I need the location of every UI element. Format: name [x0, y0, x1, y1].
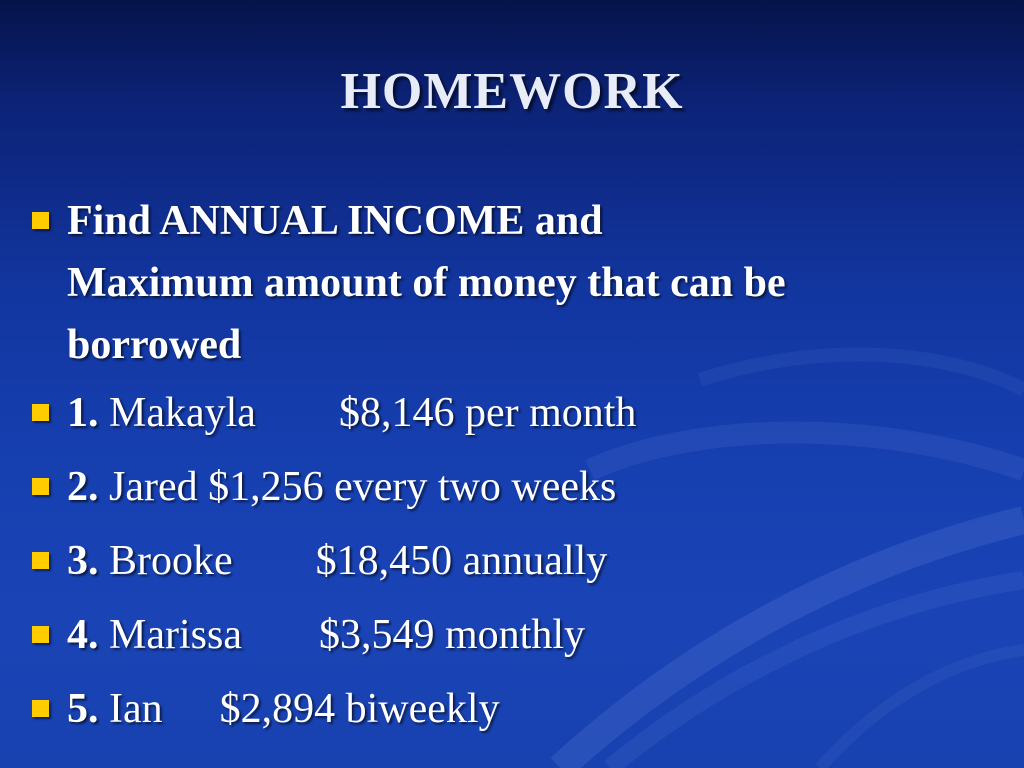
bullet-square-icon: [32, 212, 49, 229]
bullet-square-icon: [32, 552, 49, 569]
intro-line-3: borrowed: [67, 322, 242, 368]
bullet-square-icon: [32, 700, 49, 717]
item-number: 5.: [67, 686, 99, 732]
list-item-4: [30, 604, 990, 678]
list-item-2: [30, 456, 990, 530]
bullet-square-icon: [32, 404, 49, 421]
bullet-list: [30, 190, 990, 752]
item-name: Brooke: [109, 538, 233, 584]
item-amount: $8,146 per month: [338, 390, 637, 436]
list-item-5: [30, 678, 990, 752]
item-name: Marissa: [109, 612, 242, 658]
intro-line-1: Find ANNUAL INCOME and: [67, 198, 603, 244]
item-amount: $3,549 monthly: [318, 612, 585, 658]
list-item-3: [30, 530, 990, 604]
item-number: 4.: [67, 612, 99, 658]
bullet-square-icon: [32, 626, 49, 643]
item-amount: $18,450 annually: [315, 538, 608, 584]
intro-line-2: Maximum amount of money that can be: [67, 260, 786, 306]
item-name: Ian: [109, 686, 163, 732]
bullet-square-icon: [32, 478, 49, 495]
intro-bullet: [30, 190, 990, 376]
list-item-1: [30, 382, 990, 456]
slide-title: HOMEWORK: [340, 63, 684, 120]
item-number: 1.: [67, 390, 99, 436]
item-name: Makayla: [109, 390, 256, 436]
item-amount: $2,894 biweekly: [219, 686, 500, 732]
item-amount: $1,256 every two weeks: [208, 464, 617, 510]
item-number: 3.: [67, 538, 99, 584]
item-name: Jared: [109, 464, 198, 510]
item-number: 2.: [67, 464, 99, 510]
